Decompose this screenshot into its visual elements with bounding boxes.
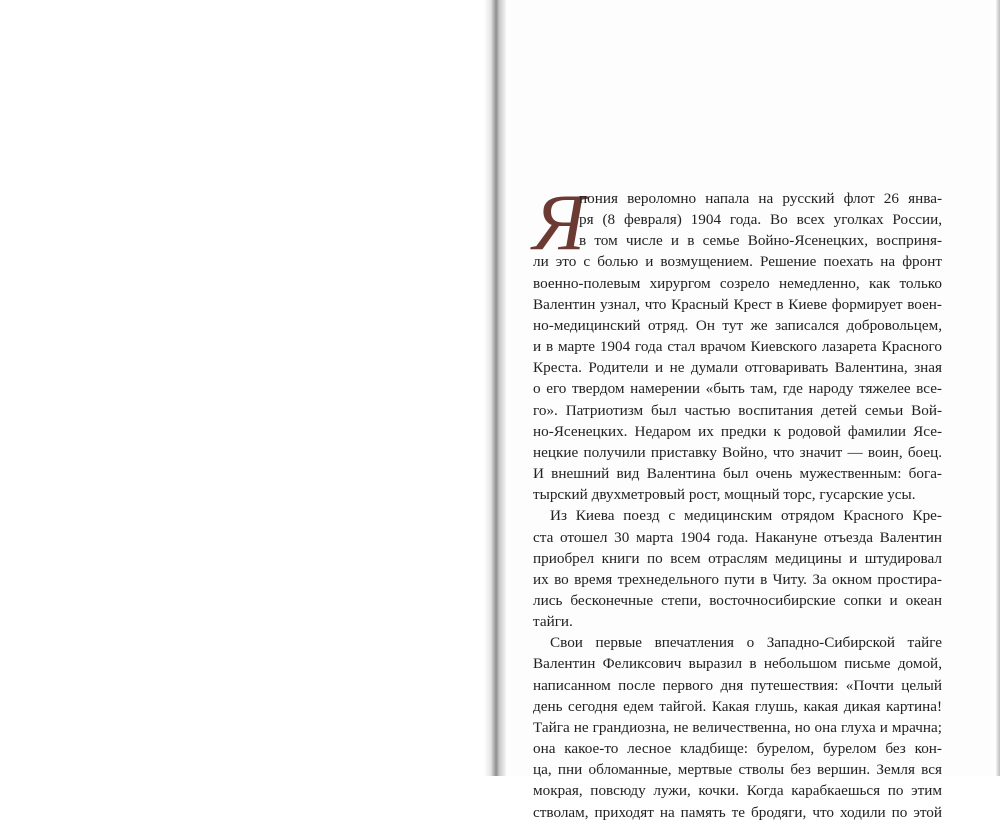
text-line: приобрел книги по всем отраслям медицины и штудировал bbox=[533, 549, 942, 567]
body-text bbox=[533, 188, 942, 823]
text-line: И внешний вид Валентина был очень мужественным: бога- bbox=[533, 465, 942, 483]
paragraph-3 bbox=[533, 632, 942, 822]
text-line: лись бесконечные степи, восточносибирские сопки и океан bbox=[533, 591, 942, 609]
text-line: о его твердом намерении «быть там, где народу тяжелее все- bbox=[533, 380, 942, 398]
text-line: в том числе и в семье Войно-Ясенецких, восприня- bbox=[579, 232, 942, 250]
text-line: мокрая, повсюду лужи, кочки. Когда карабкаешься по этим bbox=[533, 782, 942, 800]
book-gutter bbox=[484, 0, 506, 776]
text-line: тайги. bbox=[533, 613, 573, 631]
text-line: ря (8 февраля) 1904 года. Во всех уголках России, bbox=[579, 211, 942, 229]
text-line: она какое-то лесное кладбище: бурелом, бурелом без кон- bbox=[533, 740, 942, 758]
text-line: ли это с болью и возмущением. Решение поехать на фронт bbox=[533, 253, 942, 271]
left-page-blank bbox=[0, 0, 488, 776]
text-line: тырский двухметровый рост, мощный торс, гусарские усы. bbox=[533, 486, 916, 504]
text-line: Креста. Родители и не думали отговаривать Валентина, зная bbox=[533, 359, 942, 377]
text-line: ца, пни обломанные, мертвые стволы без вершин. Земля вся bbox=[533, 761, 942, 779]
text-line: Валентин Феликсович выразил в небольшом письме домой, bbox=[533, 655, 942, 673]
text-line: их во время трехнедельного пути в Читу. За окном простира- bbox=[533, 570, 942, 588]
paragraph-1 bbox=[533, 188, 942, 505]
page-edge bbox=[996, 0, 1000, 776]
text-line: военно-полевым хирургом созрело немедленно, как только bbox=[533, 274, 942, 292]
text-line: но-медицинский отряд. Он тут же записался добровольцем, bbox=[533, 316, 942, 334]
drop-cap-letter: Я bbox=[533, 179, 586, 267]
text-line: Валентин узнал, что Красный Крест в Киеве формирует воен- bbox=[533, 295, 942, 313]
text-line: нецкие получили приставку Войно, что значит — воин, боец. bbox=[533, 443, 942, 461]
text-line: го». Патриотизм был частью воспитания детей семьи Вой- bbox=[533, 401, 942, 419]
text-line: ста отошел 30 марта 1904 года. Накануне отъезда Валентин bbox=[533, 528, 942, 546]
text-line: день сегодня едем тайгой. Какая глушь, какая дикая картина! bbox=[533, 697, 942, 715]
text-line: пония вероломно напала на русский флот 26 янва- bbox=[579, 190, 942, 207]
text-line: Из Киева поезд с медицинским отрядом Красного Кре- bbox=[550, 507, 942, 525]
paragraph-2 bbox=[533, 505, 942, 632]
text-line: Тайга не грандиозна, не величественна, но она глуха и мрачна; bbox=[533, 718, 942, 736]
text-line: но-Ясенецких. Недаром их предки к родовой фамилии Ясе- bbox=[533, 422, 942, 440]
text-line: написанном после первого дня путешествия: «Почти целый bbox=[533, 676, 942, 694]
text-line: и в марте 1904 года стал врачом Киевского лазарета Красного bbox=[533, 338, 942, 356]
text-line: Свои первые впечатления о Западно-Сибирской тайге bbox=[550, 634, 942, 652]
text-line: стволам, приходят на память те бродяги, что ходили по этой bbox=[533, 803, 942, 821]
